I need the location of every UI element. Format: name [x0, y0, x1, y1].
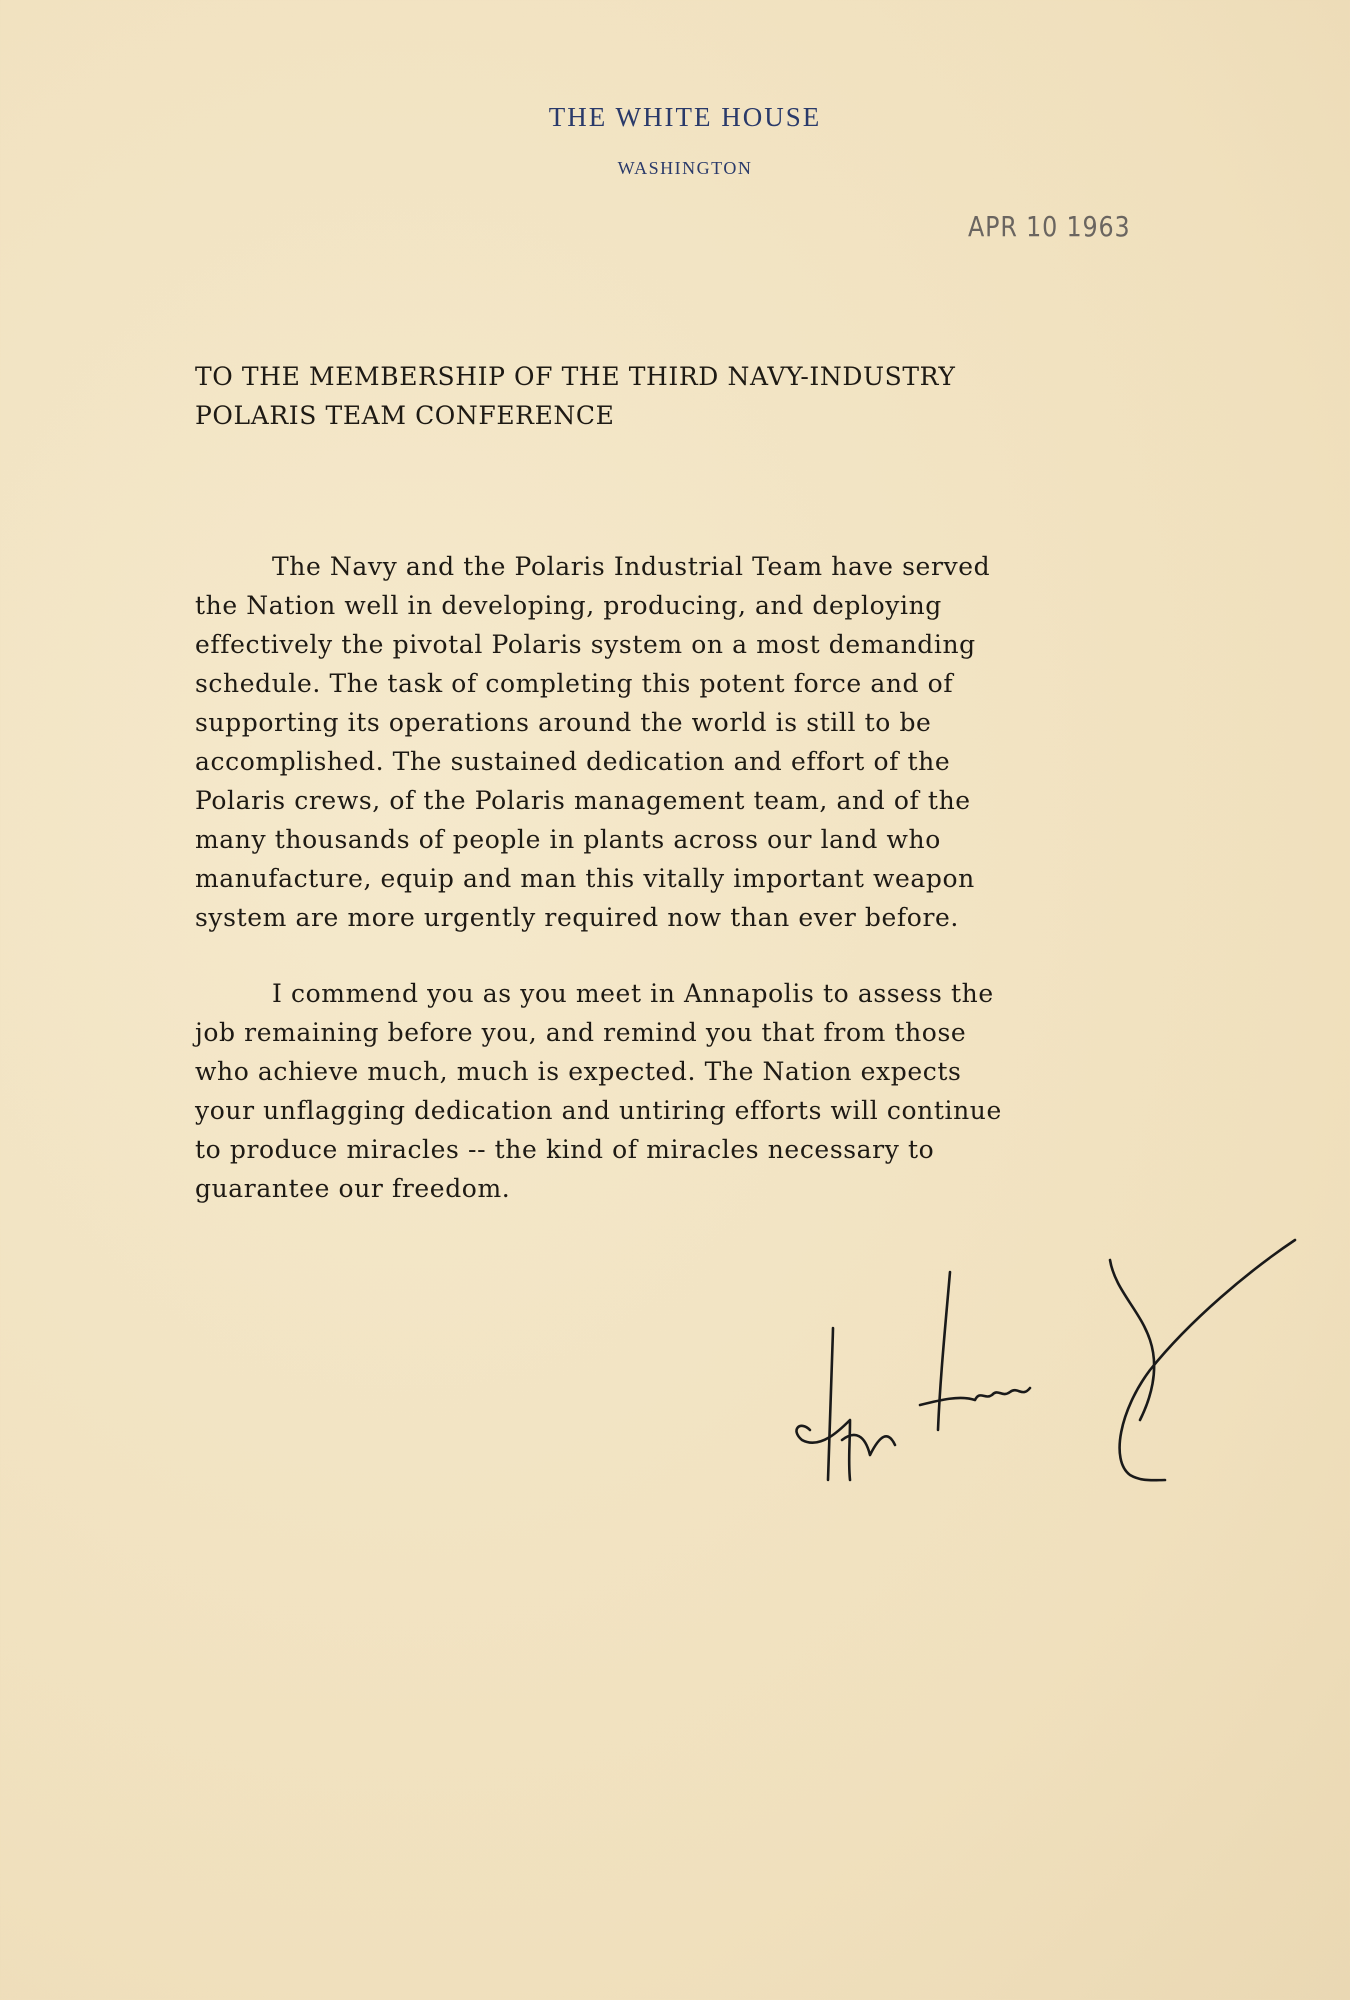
- body-line: manufacture, equip and man this vitally important weapon: [195, 864, 975, 893]
- letter-heading: [195, 357, 955, 435]
- body-line: many thousands of people in plants across our land who: [195, 825, 941, 854]
- body-line: effectively the pivotal Polaris system on a most demanding: [195, 630, 976, 659]
- body-line: who achieve much, much is expected. The Nation expects: [195, 1057, 962, 1086]
- body-line: guarantee our freedom.: [195, 1174, 511, 1203]
- body-line: job remaining before you, and remind you that from those: [195, 1018, 967, 1047]
- date-stamp: APR 10 1963: [968, 210, 1131, 243]
- body-line: the Nation well in developing, producing, and deploying: [195, 591, 942, 620]
- body-line: supporting its operations around the world is still to be: [195, 708, 932, 737]
- paragraph-1: [195, 547, 990, 937]
- body-line: I commend you as you meet in Annapolis to assess the: [272, 979, 994, 1008]
- letterhead-title: THE WHITE HOUSE: [548, 102, 822, 132]
- body-line: Polaris crews, of the Polaris management team, and of the: [195, 786, 971, 815]
- letterhead-location: WASHINGTON: [617, 158, 753, 178]
- body-line: system are more urgently required now than ever before.: [195, 903, 959, 932]
- heading-line: POLARIS TEAM CONFERENCE: [195, 401, 615, 430]
- body-line: schedule. The task of completing this potent force and of: [195, 669, 954, 698]
- body-line: to produce miracles -- the kind of miracles necessary to: [195, 1135, 935, 1164]
- body-line: The Navy and the Polaris Industrial Team have served: [272, 552, 991, 581]
- body-line: your unflagging dedication and untiring efforts will continue: [195, 1096, 1002, 1125]
- paragraph-2: [195, 974, 1002, 1208]
- heading-line: TO THE MEMBERSHIP OF THE THIRD NAVY-INDUSTRY: [195, 362, 956, 391]
- signature: [770, 1230, 1310, 1500]
- body-line: accomplished. The sustained dedication and effort of the: [195, 747, 951, 776]
